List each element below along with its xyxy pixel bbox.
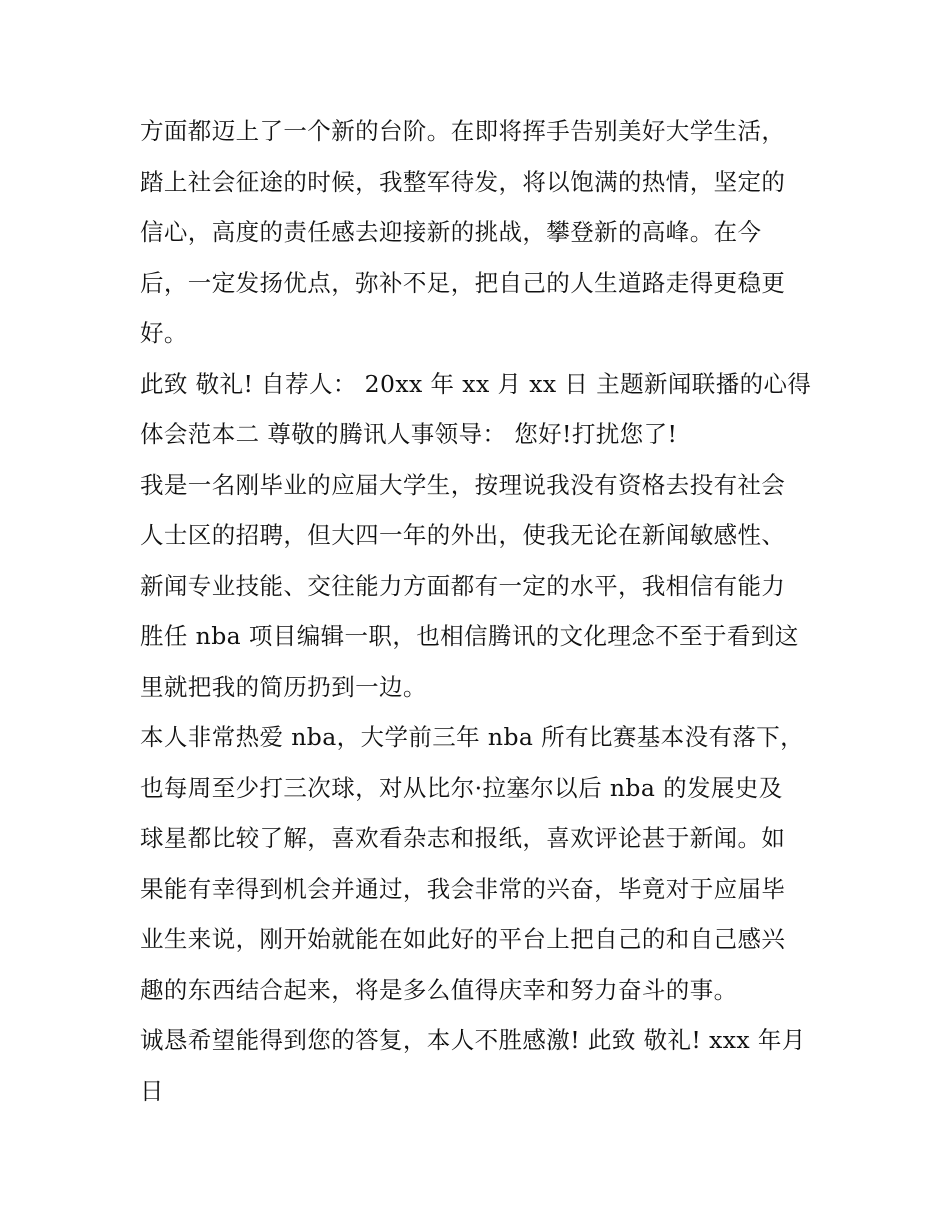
text-line: 趣的东西结合起来，将是多么值得庆幸和努力奋斗的事。 xyxy=(140,975,738,1004)
text-line: 此致 敬礼! 自荐人： 20xx 年 xx 月 xx 日 主题新闻联播的心得 xyxy=(140,369,812,398)
text-line: 球星都比较了解，喜欢看杂志和报纸，喜欢评论甚于新闻。如 xyxy=(140,824,786,852)
text-line: 踏上社会征途的时候，我整军待发，将以饱满的热情，坚定的 xyxy=(140,167,786,196)
text-line: 也每周至少打三次球，对从比尔·拉塞尔以后 nba 的发展史及 xyxy=(140,773,783,802)
text-line: 方面都迈上了一个新的台阶。在即将挥手告别美好大学生活， xyxy=(140,117,786,145)
text-line: 人士区的招聘，但大四一年的外出，使我无论在新闻敏感性、 xyxy=(140,521,786,549)
text-line: 日 xyxy=(140,1076,164,1105)
text-line: 本人非常热爱 nba，大学前三年 nba 所有比赛基本没有落下， xyxy=(140,723,805,751)
text-line: 好。 xyxy=(140,319,188,347)
text-line: 诚恳希望能得到您的答复，本人不胜感激! 此致 敬礼! xxx 年月 xyxy=(140,1026,806,1054)
text-line: 我是一名刚毕业的应届大学生，按理说我没有资格去投有社会 xyxy=(140,470,786,499)
document-body xyxy=(140,106,820,1116)
text-line: 胜任 nba 项目编辑一职，也相信腾讯的文化理念不至于看到这 xyxy=(140,622,799,650)
text-line: 体会范本二 尊敬的腾讯人事领导： 您好!打扰您了! xyxy=(140,420,678,448)
text-line: 果能有幸得到机会并通过，我会非常的兴奋，毕竟对于应届毕 xyxy=(140,874,786,903)
text-line: 后，一定发扬优点，弥补不足，把自己的人生道路走得更稳更 xyxy=(140,268,786,297)
text-line: 新闻专业技能、交往能力方面都有一定的水平，我相信有能力 xyxy=(140,571,786,600)
text-line: 信心，高度的责任感去迎接新的挑战，攀登新的高峰。在今 xyxy=(140,218,762,246)
text-line: 里就把我的简历扔到一边。 xyxy=(140,672,427,701)
text-line: 业生来说，刚开始就能在如此好的平台上把自己的和自己感兴 xyxy=(140,925,786,953)
